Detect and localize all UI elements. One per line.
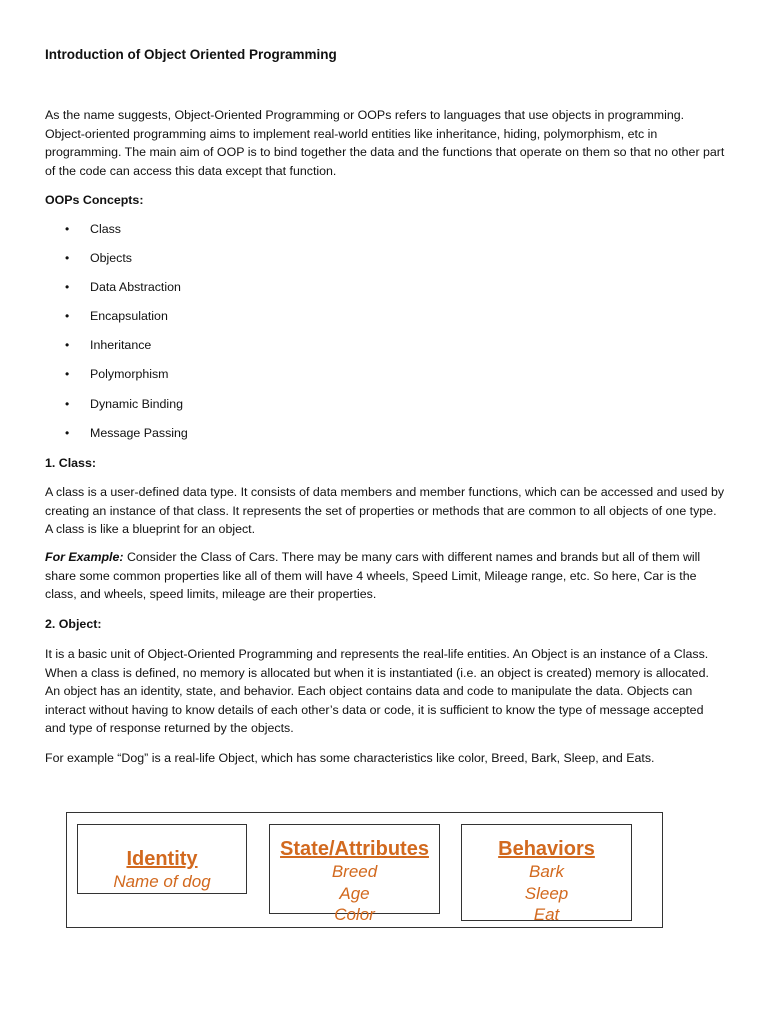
bullet-icon: • (65, 425, 70, 440)
list-item (45, 249, 445, 278)
list-item (45, 424, 445, 453)
document-title: Introduction of Object Oriented Programming (45, 47, 337, 62)
object-diagram (66, 812, 663, 928)
state-item: Breed (331, 862, 378, 881)
concept-label: Class (90, 222, 121, 236)
concept-label: Objects (90, 251, 133, 266)
bullet-icon: • (65, 396, 70, 411)
bullet-icon: • (65, 338, 70, 353)
behavior-item: Eat (533, 905, 560, 924)
state-box (269, 824, 440, 924)
concept-label: Encapsulation (90, 309, 168, 324)
behaviors-box (461, 824, 632, 924)
concepts-heading: OOPs Concepts: (45, 193, 144, 207)
state-item: Color (334, 905, 375, 924)
list-item (45, 278, 445, 307)
identity-item: Name of dog (113, 872, 211, 891)
example-body: Consider the Class of Cars. There may be many cars with different names and brands but all of them will share some common properties like all of them will have 4 wheels, Speed Limit, Mileage range, etc. So here, Car is the class, and wheels, speed limits, mileage are their properties. (45, 550, 701, 602)
state-heading: State/Attributes (280, 838, 429, 860)
state-item: Age (339, 883, 370, 903)
object-paragraph: It is a basic unit of Object-Oriented Programming and represents the real-life entities. An Object is an instance of a Class. When a class is defined, no memory is allocated but when it is instantiated (i.e. an object is created) memory is allocated. An object has an identity, state, and behavior. Each object contains data and code to manipulate the data. Objects can interact without having to know details of each other’s data or code, it is sufficient to know the type of message accepted and type of response returned by the objects. (45, 647, 709, 736)
bullet-icon: • (65, 251, 70, 266)
list-item (45, 336, 445, 365)
identity-box (77, 824, 247, 894)
list-item (45, 365, 445, 394)
concepts-list (45, 220, 445, 453)
list-item (45, 395, 445, 424)
bullet-icon: • (65, 309, 70, 324)
class-example-paragraph (45, 548, 725, 604)
identity-heading: Identity (126, 848, 198, 870)
behavior-item: Bark (529, 862, 564, 881)
object-heading: 2. Object: (45, 617, 102, 631)
concept-label: Message Passing (90, 425, 188, 440)
concept-label: Dynamic Binding (90, 396, 183, 411)
behavior-item: Sleep (524, 883, 569, 903)
intro-paragraph: As the name suggests, Object-Oriented Programming or OOPs refers to languages that use objects in programming. Object-oriented programming aims to implement real-world entities like inheritance, hiding, polymorphism, etc in programming. The main aim of OOP is to bind together the data and the functions that operate on them so that no other part of the code can access this data except that function. (45, 108, 725, 178)
bullet-icon: • (65, 280, 70, 295)
example-lead: For Example: (45, 550, 124, 564)
concept-label: Inheritance (90, 338, 152, 353)
list-item (45, 220, 445, 249)
dog-example-paragraph: For example “Dog” is a real-life Object, which has some characteristics like color, Breed, Bark, Sleep, and Eats. (45, 751, 655, 765)
list-item (45, 307, 445, 336)
concept-label: Polymorphism (90, 367, 169, 382)
class-heading: 1. Class: (45, 456, 96, 470)
concept-label: Data Abstraction (90, 280, 181, 295)
behaviors-heading: Behaviors (498, 838, 595, 860)
class-paragraph: A class is a user-defined data type. It consists of data members and member functions, which can be accessed and used by creating an instance of that class. It represents the set of properties or methods that are common to all objects of one type. A class is like a blueprint for an object. (45, 485, 725, 537)
bullet-icon: • (65, 367, 70, 382)
bullet-icon: • (65, 222, 70, 236)
